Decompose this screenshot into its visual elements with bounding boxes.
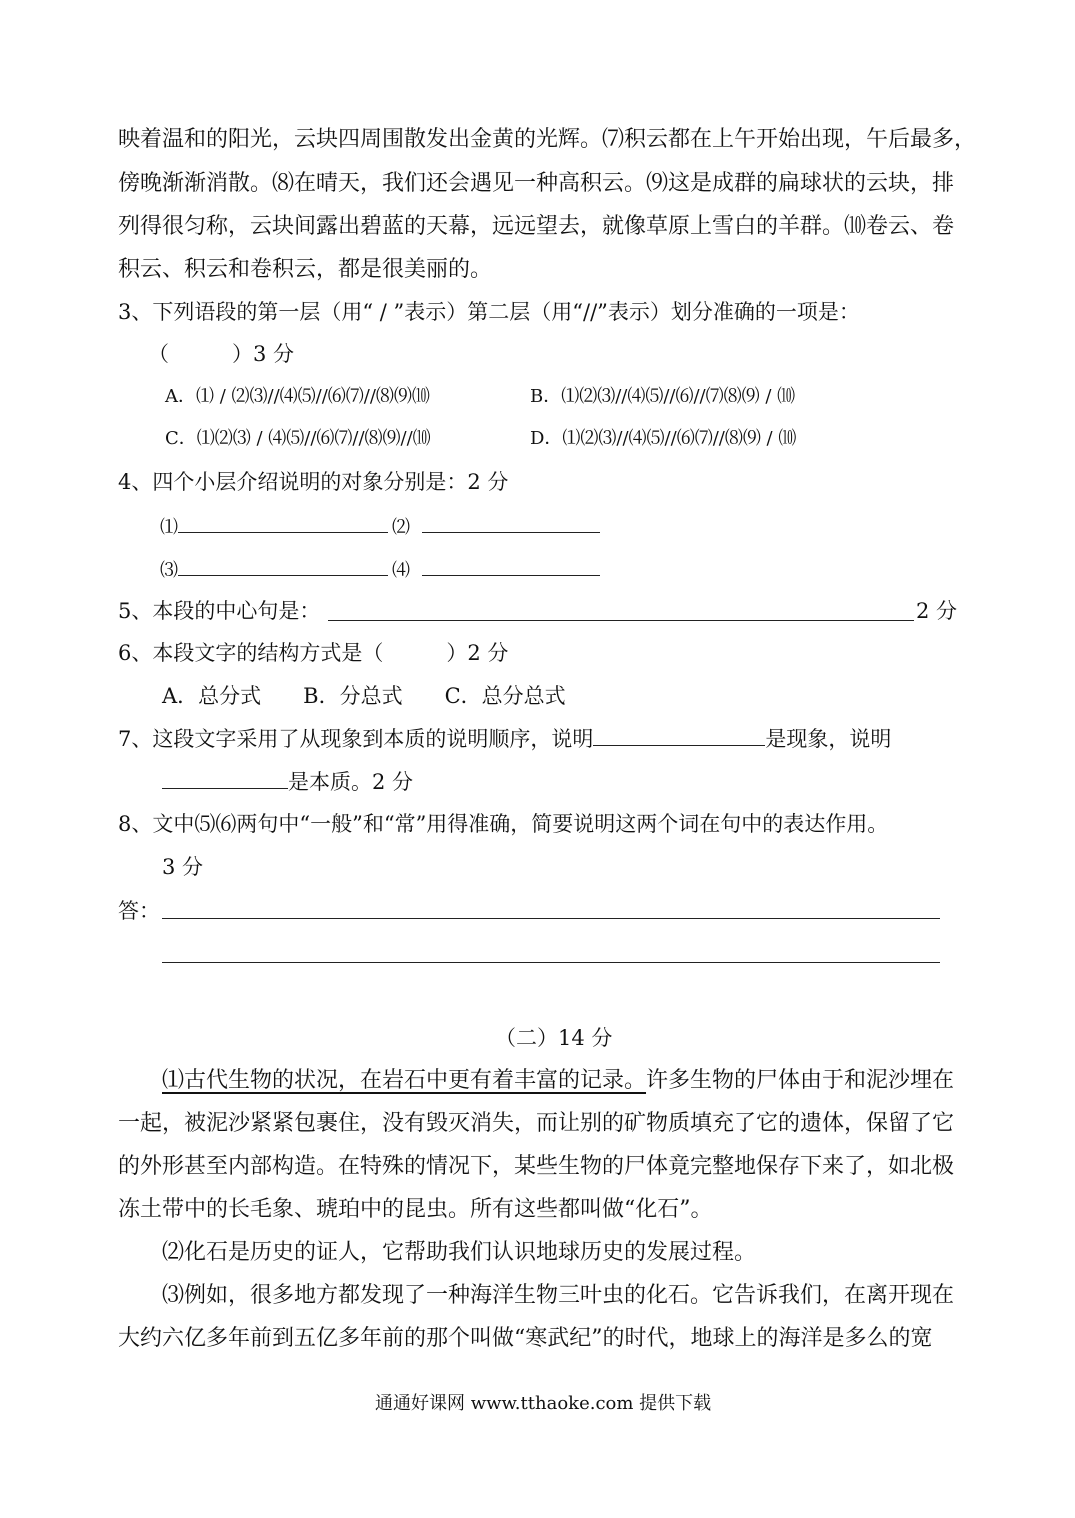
answer-blank[interactable] (178, 510, 388, 533)
answer-label: 答： (118, 899, 160, 923)
passage-line: 积云、积云和卷积云，都是很美丽的。 (118, 257, 493, 282)
question-6-options: A．总分式 B．分总式 C．总分总式 (162, 684, 566, 708)
blank-label: ⑷ (392, 560, 410, 581)
blank-label: ⑴ (160, 517, 178, 538)
question-4-blank-3 (160, 553, 388, 586)
question-4-blank-2 (392, 510, 600, 543)
question-8-score: 3 分 (162, 855, 204, 879)
answer-line-1[interactable] (162, 918, 940, 919)
question-7-text: 是现象，说明 (765, 727, 892, 751)
answer-blank[interactable] (178, 553, 388, 576)
passage-line: 映着温和的阳光，云块四周围散发出金黄的光辉。⑺积云都在上午开始出现，午后最多， (118, 127, 977, 152)
answer-blank[interactable] (593, 723, 765, 746)
blank-label: ⑵ (392, 517, 410, 538)
question-6-stem: 6、本段文字的结构方式是（ ）2 分 (118, 641, 509, 665)
question-7-line-2 (162, 766, 413, 797)
question-5-answer-line[interactable] (328, 620, 914, 621)
answer-blank[interactable] (162, 766, 288, 789)
question-5-stem: 5、本段的中心句是： (118, 599, 321, 623)
page-footer: 通通好课网 www.tthaoke.com 提供下载 (375, 1393, 712, 1414)
paragraph-2: ⑵化石是历史的证人，它帮助我们认识地球历史的发展过程。 (162, 1240, 757, 1265)
passage-line: 傍晚渐渐消散。⑻在晴天，我们还会遇见一种高积云。⑼这是成群的扁球状的云块，排 (118, 171, 955, 196)
question-4-stem: 4、四个小层介绍说明的对象分别是：2 分 (118, 470, 509, 494)
paragraph-1-line-2: 一起，被泥沙紧紧包裹住，没有毁灭消失，而让别的矿物质填充了它的遗体，保留了它 (118, 1111, 955, 1136)
section-heading: （二）14 分 (495, 1026, 613, 1050)
question-7-text: 7、这段文字采用了从现象到本质的说明顺序，说明 (118, 727, 594, 751)
question-3-option-a: A．⑴ / ⑵⑶//⑷⑸//⑹⑺//⑻⑼⑽ (165, 386, 430, 407)
paragraph-1-line-1 (162, 1066, 954, 1096)
paragraph-3-line-2: 大约六亿多年前到五亿多年前的那个叫做“寒武纪”的时代，地球上的海洋是多么的宽 (118, 1326, 933, 1351)
passage-line: 列得很匀称，云块间露出碧蓝的天幕，远远望去，就像草原上雪白的羊群。⑽卷云、卷 (118, 214, 955, 239)
paragraph-1-line-3: 的外形甚至内部构造。在特殊的情况下，某些生物的尸体竟完整地保存下来了，如北极 (118, 1154, 955, 1179)
underlined-sentence: ⑴古代生物的状况，在岩石中更有着丰富的记录。 (162, 1068, 647, 1093)
paragraph-1-line-4: 冻土带中的长毛象、琥珀中的昆虫。所有这些都叫做“化石”。 (118, 1197, 713, 1222)
question-3-option-b: B．⑴⑵⑶//⑷⑸//⑹//⑺⑻⑼ / ⑽ (530, 386, 796, 407)
question-7-line-1 (118, 723, 891, 754)
paragraph-3-line-1: ⑶例如，很多地方都发现了一种海洋生物三叶虫的化石。它告诉我们，在离开现在 (162, 1283, 955, 1308)
question-7-text: 是本质。2 分 (288, 770, 414, 794)
question-3-option-d: D．⑴⑵⑶//⑷⑸//⑹⑺//⑻⑼ / ⑽ (530, 428, 797, 449)
answer-line-2[interactable] (162, 962, 940, 963)
paragraph-text: 许多生物的尸体由于和泥沙埋在 (646, 1068, 955, 1093)
question-8-stem: 8、文中⑸⑹两句中“一般”和“常”用得准确，简要说明这两个词在句中的表达作用。 (118, 812, 889, 836)
question-4-blank-1 (160, 510, 388, 543)
answer-blank[interactable] (422, 553, 600, 576)
blank-label: ⑶ (160, 560, 178, 581)
question-3-stem: 3、下列语段的第一层（用“ / ”表示）第二层（用“//”表示）划分准确的一项是： (118, 300, 860, 324)
question-4-blank-4 (392, 553, 600, 586)
question-3-score: （ ）3 分 (148, 342, 295, 366)
question-3-option-c: C．⑴⑵⑶ / ⑷⑸//⑹⑺//⑻⑼//⑽ (165, 428, 431, 449)
answer-blank[interactable] (422, 510, 600, 533)
question-5-score: 2 分 (916, 599, 958, 623)
